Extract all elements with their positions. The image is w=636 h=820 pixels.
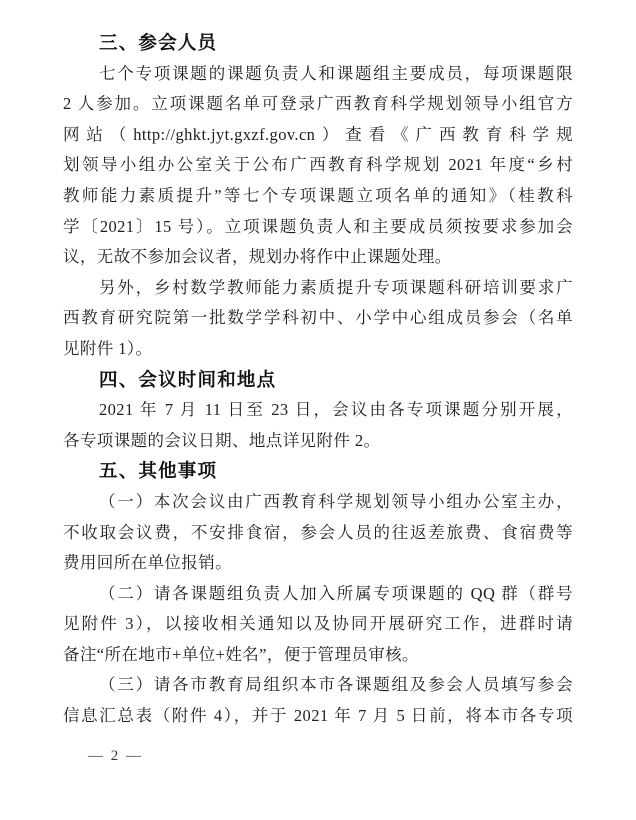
document-body	[63, 28, 573, 732]
text-line: 不收取会议费，不安排食宿，参会人员的往返差旅费、食宿费等	[63, 522, 573, 542]
text-line: 费用回所在单位报销。	[63, 553, 232, 573]
text-line: （二）请各课题组负责人加入所属专项课题的 QQ 群（群号	[99, 583, 573, 603]
text-line: （三）请各市教育局组织本市各课题组及参会人员填写参会	[99, 675, 573, 695]
text-line: 七个专项课题的课题负责人和课题组主要成员，每项课题限	[99, 63, 573, 83]
text-line: 网站（http://ghkt.jyt.gxzf.gov.cn）查看《广西教育科学规	[63, 124, 573, 144]
text-line: 西教育研究院第一批数学学科初中、小学中心组成员参会（名单	[63, 308, 573, 328]
text-line: 见附件 1）。	[63, 338, 153, 358]
text-line: 划领导小组办公室关于公布广西教育科学规划 2021 年度“乡村	[63, 155, 573, 175]
text-line: 备注“所在地市+单位+姓名”，便于管理员审核。	[63, 644, 419, 664]
text-line: 学〔2021〕15 号）。立项课题负责人和主要成员须按要求参加会	[63, 216, 573, 236]
text-line: （一）本次会议由广西教育科学规划领导小组办公室主办，	[99, 491, 573, 511]
text-line: 2 人参加。立项课题名单可登录广西教育科学规划领导小组官方	[63, 94, 573, 114]
text-line: 议，无故不参加会议者，规划办将作中止课题处理。	[63, 247, 452, 267]
page-number: — 2 —	[88, 748, 143, 764]
text-line: 另外，乡村数学教师能力素质提升专项课题科研培训要求广	[99, 277, 573, 297]
text-line: 2021 年 7 月 11 日至 23 日，会议由各专项课题分别开展，	[99, 400, 573, 420]
section-heading: 三、参会人员	[99, 32, 218, 53]
section-heading: 四、会议时间和地点	[99, 368, 277, 390]
text-line: 信息汇总表（附件 4），并于 2021 年 7 月 5 日前，将本市各专项	[63, 706, 573, 726]
text-line: 教师能力素质提升”等七个专项课题立项名单的通知》（桂教科	[63, 185, 573, 205]
text-line: 各专项课题的会议日期、地点详见附件 2。	[63, 430, 381, 450]
section-heading: 五、其他事项	[99, 460, 218, 482]
text-line: 见附件 3），以接收相关通知以及协同开展研究工作，进群时请	[63, 614, 573, 634]
